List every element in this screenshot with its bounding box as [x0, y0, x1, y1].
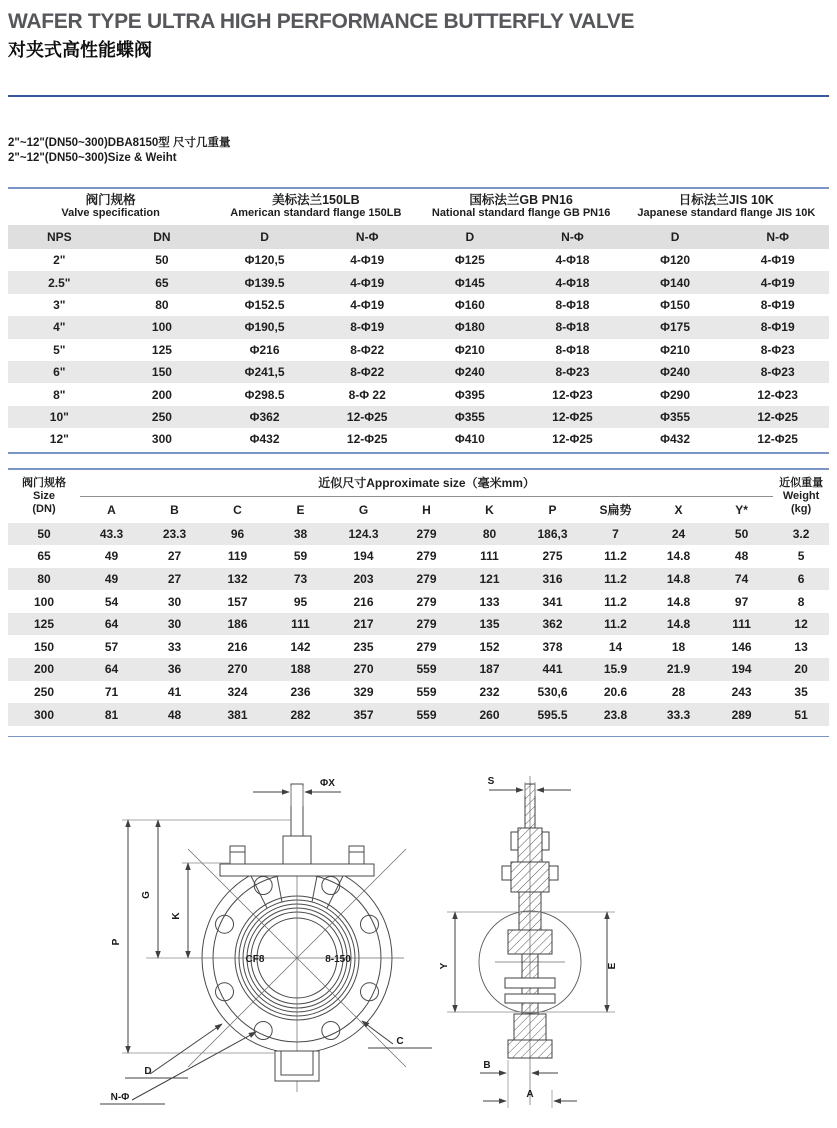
table-cell: 329 — [353, 684, 374, 699]
table-cell: 150 — [151, 365, 172, 380]
subtitle-line-en: 2"~12"(DN50~300)Size & Weiht — [8, 152, 177, 164]
column-header: N-Φ — [521, 225, 624, 249]
group-label-en: National standard flange GB PN16 — [431, 207, 611, 219]
table-cell: 97 — [734, 594, 749, 609]
table-cell: 186 — [227, 617, 248, 632]
table-cell: 50 — [734, 526, 749, 541]
side-view-drawing — [435, 770, 705, 1126]
table-cell: 21.9 — [666, 662, 691, 677]
table-cell: 341 — [542, 594, 563, 609]
column-header: C — [233, 502, 242, 517]
column-header: G — [358, 502, 369, 517]
table-row — [8, 271, 829, 293]
table-cell: Φ355 — [660, 409, 690, 424]
table-cell: 530,6 — [537, 684, 568, 699]
group-label-en: Japanese standard flange JIS 10K — [637, 207, 816, 219]
size-span-header-row — [8, 470, 829, 497]
table-cell: 8-Φ22 — [350, 365, 385, 380]
table-cell: 80 — [155, 297, 169, 312]
size-column-header-row — [8, 497, 829, 523]
table-cell: 4-Φ19 — [760, 253, 795, 268]
table-cell: Φ190,5 — [244, 320, 285, 335]
table-row — [8, 316, 829, 338]
table-cell: 24 — [671, 526, 686, 541]
table-cell: Φ432 — [249, 432, 280, 447]
size-dn-header-en: Size — [32, 489, 55, 502]
table-cell: Φ175 — [660, 320, 690, 335]
table-cell: 217 — [353, 617, 374, 632]
table-cell: 150 — [33, 639, 55, 654]
table-cell: 300 — [151, 432, 172, 447]
table-cell: 81 — [104, 707, 119, 722]
size-dn-header-unit: (DN) — [32, 502, 56, 515]
dim-label-k: K — [171, 912, 182, 920]
table-cell: 28 — [671, 684, 686, 699]
table-cell: 250 — [33, 684, 55, 699]
title-divider — [8, 95, 829, 97]
table-cell: 8-Φ18 — [555, 297, 590, 312]
table-cell: 33 — [167, 639, 182, 654]
table-cell: 27 — [167, 571, 182, 586]
table-cell: Φ180 — [454, 320, 485, 335]
table-cell: 6 — [797, 571, 805, 586]
table-cell: Φ241,5 — [244, 365, 285, 380]
table-row — [8, 406, 829, 428]
table-cell: Φ362 — [249, 409, 280, 424]
table-cell: 289 — [731, 707, 752, 722]
table-cell: 111 — [480, 549, 499, 564]
table-cell: 33.3 — [666, 707, 691, 722]
page-title-chinese: 对夹式高性能蝶阀 — [8, 40, 152, 60]
table-cell: 6" — [53, 365, 66, 380]
table-cell: 64 — [104, 662, 119, 677]
table-cell: 35 — [794, 684, 808, 699]
table-cell: 157 — [227, 594, 248, 609]
table-cell: 30 — [167, 617, 182, 632]
table-row — [8, 294, 829, 316]
table-cell: 125 — [33, 617, 55, 632]
table-cell: 235 — [353, 639, 374, 654]
table-cell: 12-Φ25 — [346, 409, 388, 424]
table-cell: 13 — [794, 639, 808, 654]
table-cell: 8-Φ19 — [760, 297, 795, 312]
table-row — [8, 703, 829, 726]
table-cell: 216 — [227, 639, 248, 654]
table-cell: 203 — [353, 571, 374, 586]
table-cell: 316 — [542, 571, 563, 586]
dim-label-e: E — [607, 962, 618, 970]
table-cell: 95 — [293, 594, 308, 609]
table-cell: 100 — [33, 594, 55, 609]
table-cell: 200 — [151, 387, 172, 402]
table-cell: 20.6 — [603, 684, 628, 699]
table-cell: 27 — [167, 549, 182, 564]
column-header: N-Φ — [316, 225, 419, 249]
table-cell: 12 — [794, 617, 808, 632]
table-cell: 279 — [416, 617, 437, 632]
group-label-cn: 美标法兰150LB — [272, 193, 360, 207]
column-header: X — [674, 502, 683, 517]
column-header: A — [107, 502, 116, 517]
table-cell: 275 — [542, 549, 563, 564]
flange-table-bottom-rule — [8, 452, 829, 454]
table-cell: 559 — [416, 707, 437, 722]
table-cell: 194 — [731, 662, 752, 677]
weight-header-en: Weight — [782, 489, 820, 502]
table-cell: 80 — [37, 571, 51, 586]
table-cell: 270 — [353, 662, 374, 677]
table-cell: 4-Φ18 — [555, 275, 590, 290]
column-header: NPS — [8, 225, 111, 249]
table-cell: Φ355 — [454, 409, 485, 424]
table-cell: 14 — [608, 639, 623, 654]
table-cell: 12-Φ25 — [757, 409, 798, 424]
column-header: D — [624, 225, 727, 249]
column-header: D — [419, 225, 522, 249]
dim-label-d: D — [144, 1066, 152, 1077]
table-cell: 4-Φ19 — [350, 275, 385, 290]
table-cell: 250 — [151, 409, 172, 424]
table-row — [8, 361, 829, 383]
table-cell: 49 — [104, 571, 119, 586]
table-cell: 51 — [794, 707, 808, 722]
table-cell: 43.3 — [99, 526, 124, 541]
flange-column-header-row — [8, 225, 829, 249]
table-cell: 279 — [416, 549, 437, 564]
table-cell: 20 — [794, 662, 808, 677]
table-cell: 124.3 — [348, 526, 379, 541]
table-cell: 146 — [731, 639, 752, 654]
table-cell: 12-Φ23 — [757, 387, 798, 402]
table-cell: 5 — [797, 549, 805, 564]
dim-label-c: C — [396, 1036, 404, 1047]
table-row — [8, 613, 829, 636]
dim-label-n-phi: N-Φ — [110, 1092, 130, 1103]
table-cell: 23.8 — [603, 707, 628, 722]
table-cell: Φ150 — [660, 297, 690, 312]
flange-table — [8, 190, 829, 451]
table-cell: 10" — [49, 409, 69, 424]
table-cell: 194 — [353, 549, 374, 564]
table-cell: 111 — [291, 617, 310, 632]
column-header: E — [296, 502, 305, 517]
table-cell: 8-Φ23 — [555, 365, 590, 380]
table-row — [8, 523, 829, 546]
flange-table-top-rule — [8, 187, 829, 189]
table-cell: 14.8 — [666, 571, 691, 586]
page-title: WAFER TYPE ULTRA HIGH PERFORMANCE BUTTERFLY VALVE — [8, 10, 635, 33]
table-cell: 48 — [734, 549, 749, 564]
table-cell: 362 — [542, 617, 563, 632]
size-table-body — [8, 523, 829, 726]
table-cell: 4-Φ19 — [350, 297, 385, 312]
table-cell: 11.2 — [604, 571, 627, 586]
table-cell: Φ290 — [660, 387, 690, 402]
table-cell: 11.2 — [604, 549, 627, 564]
table-cell: 50 — [37, 526, 51, 541]
column-header: H — [422, 502, 431, 517]
table-cell: 300 — [33, 707, 55, 722]
dim-label-p: P — [111, 938, 122, 946]
group-label-cn: 日标法兰JIS 10K — [678, 193, 774, 207]
table-cell: 133 — [479, 594, 500, 609]
table-cell: 559 — [416, 684, 437, 699]
table-cell: 11.2 — [604, 594, 627, 609]
table-cell: 135 — [479, 617, 500, 632]
table-cell: 12-Φ23 — [552, 387, 593, 402]
table-cell: 41 — [167, 684, 182, 699]
group-label-cn: 国标法兰GB PN16 — [469, 193, 573, 207]
approximate-size-header: 近似尺寸Approximate size（毫米mm） — [80, 470, 773, 497]
table-cell: 3" — [53, 297, 66, 312]
table-cell: 282 — [290, 707, 311, 722]
table-cell: 65 — [155, 275, 169, 290]
table-cell: 12-Φ25 — [552, 432, 593, 447]
table-cell: 559 — [416, 662, 437, 677]
table-cell: 57 — [104, 639, 119, 654]
table-cell: 441 — [542, 662, 563, 677]
table-cell: 4-Φ19 — [350, 253, 385, 268]
dim-label-phi-x: ΦX — [320, 778, 335, 789]
table-cell: 8-Φ18 — [555, 320, 590, 335]
column-header: S扁势 — [599, 503, 632, 518]
table-cell: 38 — [293, 526, 308, 541]
column-header: P — [548, 502, 557, 517]
table-cell: Φ210 — [660, 342, 690, 357]
table-cell: 279 — [416, 571, 437, 586]
table-cell: Φ432 — [660, 432, 690, 447]
hub-model-label: 8-150 — [325, 954, 351, 965]
table-cell: Φ240 — [660, 365, 690, 380]
table-cell: 187 — [479, 662, 500, 677]
table-cell: 12-Φ25 — [552, 409, 593, 424]
flange-group-header-row — [8, 190, 829, 225]
table-cell: 48 — [167, 707, 182, 722]
table-row — [8, 249, 829, 271]
table-cell: 12-Φ25 — [346, 432, 388, 447]
table-row — [8, 635, 829, 658]
table-cell: 23.3 — [162, 526, 187, 541]
table-cell: 8-Φ23 — [760, 365, 795, 380]
table-cell: Φ216 — [249, 342, 280, 357]
table-cell: 59 — [293, 549, 308, 564]
dim-label-g: G — [141, 891, 152, 899]
table-cell: Φ120 — [660, 253, 690, 268]
table-row — [8, 545, 829, 568]
table-cell: 260 — [479, 707, 500, 722]
table-cell: 4-Φ18 — [555, 253, 590, 268]
table-cell: 4-Φ19 — [760, 275, 795, 290]
group-label-en: Valve specification — [61, 207, 160, 219]
table-cell: 14.8 — [666, 617, 691, 632]
dim-label-a: A — [526, 1089, 534, 1100]
hub-material-label: CF8 — [245, 954, 265, 965]
dim-label-y: Y — [439, 962, 450, 970]
group-valve-spec — [8, 190, 213, 225]
table-cell: 236 — [290, 684, 311, 699]
table-cell: 142 — [290, 639, 311, 654]
table-cell: 11.2 — [604, 617, 627, 632]
table-row — [8, 658, 829, 681]
table-row — [8, 383, 829, 405]
table-cell: 378 — [542, 639, 563, 654]
dim-label-b: B — [483, 1060, 491, 1071]
table-cell: Φ152.5 — [244, 297, 285, 312]
table-cell: 279 — [416, 594, 437, 609]
table-cell: 14.8 — [666, 594, 691, 609]
table-cell: Φ140 — [660, 275, 690, 290]
weight-header — [773, 470, 829, 523]
table-cell: 5" — [53, 342, 66, 357]
table-cell: 232 — [479, 684, 500, 699]
table-cell: Φ410 — [454, 432, 485, 447]
table-cell: Φ395 — [454, 387, 485, 402]
column-header: K — [485, 502, 494, 517]
table-cell: Φ240 — [454, 365, 485, 380]
dim-label-s: S — [487, 776, 495, 787]
weight-header-unit: (kg) — [790, 502, 812, 515]
table-cell: 279 — [416, 526, 437, 541]
size-table-bottom-rule — [8, 736, 829, 737]
table-cell: 14.8 — [666, 549, 691, 564]
table-cell: 357 — [353, 707, 374, 722]
table-cell: 49 — [104, 549, 119, 564]
table-cell: 12" — [49, 432, 69, 447]
flange-table-body — [8, 249, 829, 451]
table-cell: 30 — [167, 594, 182, 609]
size-table — [8, 470, 829, 726]
table-cell: 279 — [416, 639, 437, 654]
table-cell: 96 — [230, 526, 245, 541]
table-cell: Φ160 — [454, 297, 485, 312]
table-cell: 188 — [290, 662, 311, 677]
table-cell: 8-Φ18 — [555, 342, 590, 357]
table-cell: 132 — [227, 571, 248, 586]
table-cell: 73 — [293, 571, 308, 586]
table-cell: 7 — [612, 526, 619, 541]
table-cell: 324 — [227, 684, 248, 699]
table-row — [8, 590, 829, 613]
table-cell: 8-Φ23 — [760, 342, 795, 357]
table-cell: 12-Φ25 — [757, 432, 798, 447]
table-cell: 50 — [155, 253, 169, 268]
section-subtitle — [8, 136, 230, 166]
weight-header-cn: 近似重量 — [779, 476, 824, 489]
table-cell: 36 — [167, 662, 182, 677]
table-cell: 74 — [734, 571, 749, 586]
table-cell: 2" — [53, 253, 66, 268]
table-cell: 64 — [104, 617, 119, 632]
table-cell: 121 — [479, 571, 500, 586]
table-cell: 80 — [482, 526, 497, 541]
table-row — [8, 681, 829, 704]
table-cell: 4" — [53, 320, 66, 335]
table-cell: 8 — [797, 594, 805, 609]
table-cell: Φ139.5 — [244, 275, 285, 290]
table-cell: 8-Φ22 — [350, 342, 385, 357]
size-dn-header — [8, 470, 80, 523]
table-cell: 152 — [479, 639, 500, 654]
group-national-flange — [419, 190, 624, 225]
column-header: D — [213, 225, 316, 249]
front-view-drawing — [70, 770, 450, 1122]
table-cell: 381 — [227, 707, 248, 722]
table-cell: 8" — [53, 387, 66, 402]
table-cell: 270 — [227, 662, 248, 677]
size-dn-header-cn: 阀门规格 — [22, 476, 66, 489]
column-header: B — [170, 502, 179, 517]
table-cell: 8-Φ19 — [350, 320, 385, 335]
table-row — [8, 568, 829, 591]
table-cell: 119 — [227, 549, 248, 564]
column-header: DN — [111, 225, 214, 249]
group-japanese-flange — [624, 190, 829, 225]
group-label-en: American standard flange 150LB — [230, 207, 402, 219]
table-cell: 3.2 — [792, 526, 810, 541]
table-cell: 8-Φ19 — [760, 320, 795, 335]
table-cell: 216 — [353, 594, 374, 609]
table-cell: 54 — [104, 594, 119, 609]
table-cell: 125 — [151, 342, 172, 357]
table-cell: 100 — [151, 320, 172, 335]
table-cell: 186,3 — [537, 526, 568, 541]
table-cell: Φ298.5 — [244, 387, 285, 402]
table-cell: 595.5 — [537, 707, 568, 722]
column-header: N-Φ — [726, 225, 829, 249]
table-cell: 8-Φ 22 — [348, 387, 386, 402]
table-cell: 111 — [732, 617, 751, 632]
column-header: Y* — [735, 502, 748, 517]
table-cell: 243 — [731, 684, 752, 699]
table-cell: Φ120,5 — [244, 253, 285, 268]
group-label-cn: 阀门规格 — [85, 193, 136, 207]
table-row — [8, 339, 829, 361]
table-cell: 65 — [37, 549, 51, 564]
table-cell: 2.5" — [48, 275, 71, 290]
subtitle-line-cn: 2"~12"(DN50~300)DBA8150型 尺寸几重量 — [8, 137, 231, 149]
table-cell: 200 — [33, 662, 55, 677]
table-cell: 71 — [104, 684, 119, 699]
table-cell: 15.9 — [603, 662, 628, 677]
table-cell: Φ145 — [454, 275, 485, 290]
table-cell: 18 — [671, 639, 686, 654]
group-american-flange — [213, 190, 418, 225]
table-row — [8, 428, 829, 450]
table-cell: Φ125 — [454, 253, 485, 268]
table-cell: Φ210 — [454, 342, 485, 357]
